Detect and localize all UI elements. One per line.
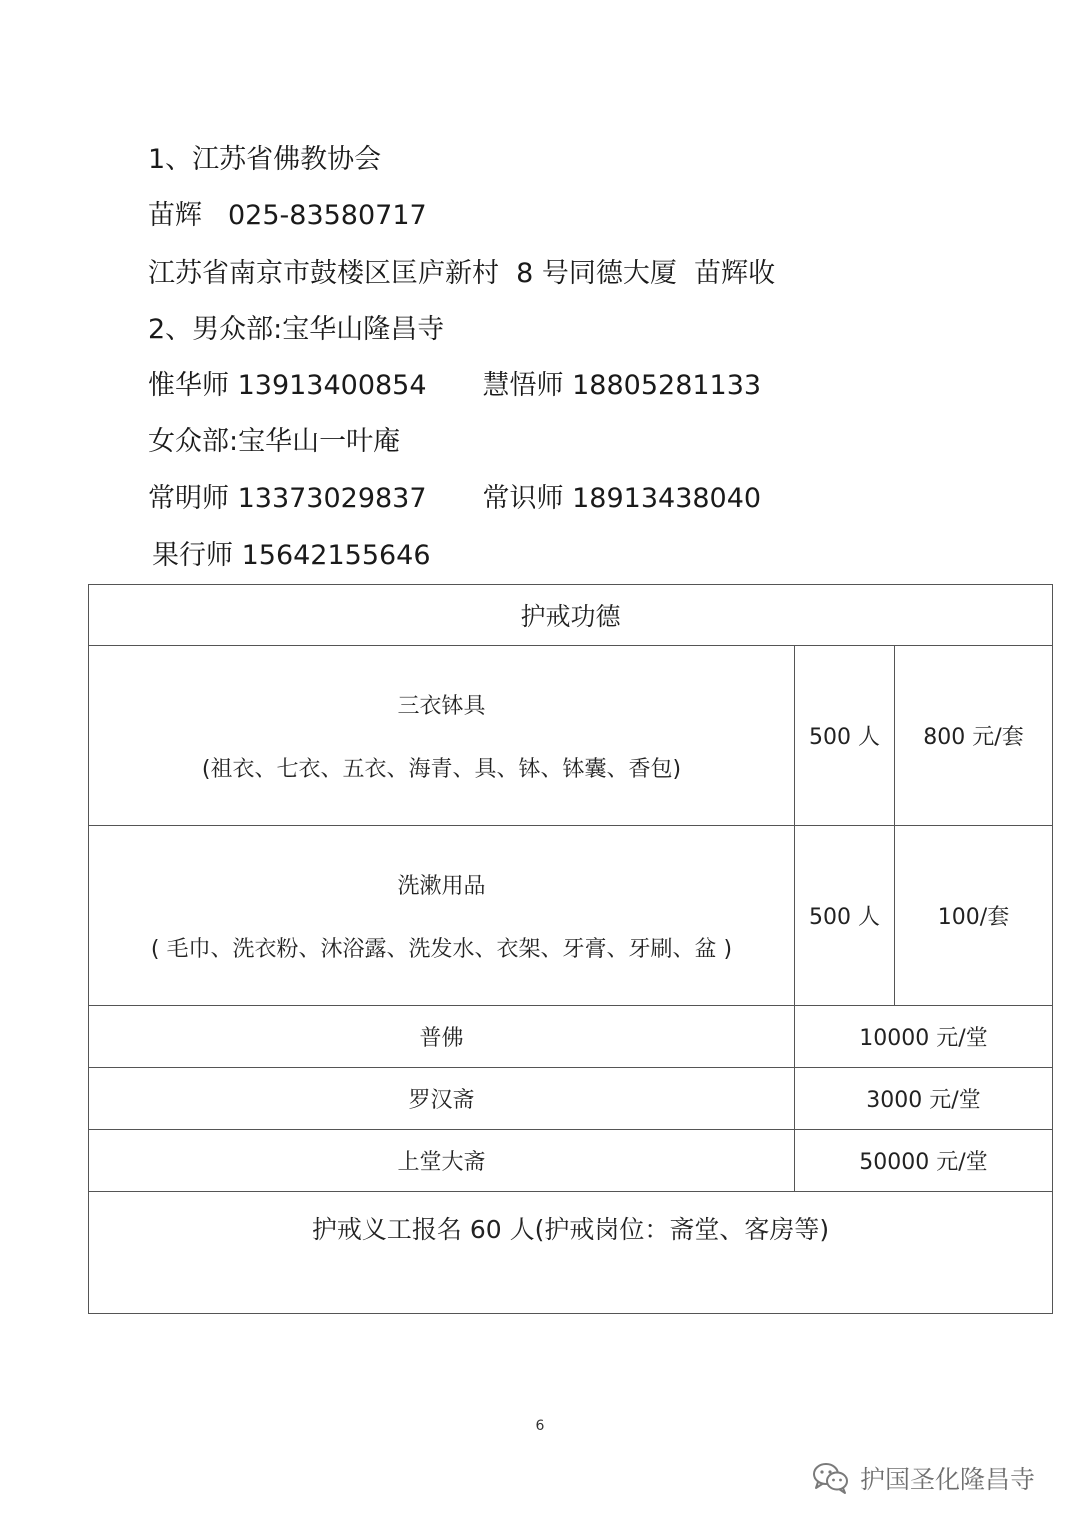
wechat-icon bbox=[812, 1461, 850, 1495]
item-count: 500 人 bbox=[795, 646, 895, 826]
contact-address: 江苏省南京市鼓楼区匡庐新村 8 号同德大厦 苗辉收 bbox=[148, 258, 776, 289]
watermark-text: 护国圣化隆昌寺 bbox=[860, 1465, 1036, 1494]
item-price: 10000 元/堂 bbox=[795, 1006, 1053, 1068]
item-price: 3000 元/堂 bbox=[795, 1068, 1053, 1130]
item-name: 罗汉斋 bbox=[89, 1068, 795, 1130]
table-row bbox=[89, 826, 1053, 1006]
item-name: 上堂大斋 bbox=[89, 1130, 795, 1192]
item-description bbox=[89, 826, 795, 1006]
item-name: 三衣钵具 bbox=[397, 693, 486, 719]
watermark bbox=[812, 1458, 1035, 1498]
volunteer-note bbox=[89, 1192, 1053, 1314]
table-header: 护戒功德 bbox=[89, 585, 1053, 646]
table-row bbox=[89, 1068, 1053, 1130]
contact-line-6: 女众部:宝华山一叶庵 bbox=[148, 426, 401, 457]
item-count: 500 人 bbox=[795, 826, 895, 1006]
contact-line-7 bbox=[148, 481, 761, 517]
contact-phone: 025-83580717 bbox=[228, 200, 427, 231]
item-name: 洗漱用品 bbox=[397, 873, 486, 899]
contact-line-8: 果行师 15642155646 bbox=[152, 540, 431, 571]
contact-line-5 bbox=[148, 368, 761, 404]
contact-left: 常明师 13373029837 bbox=[148, 483, 427, 514]
contact-line-2 bbox=[148, 198, 427, 234]
volunteer-text: 护戒义工报名 60 人(护戒岗位：斋堂、客房等) bbox=[311, 1215, 830, 1244]
page-number: 6 bbox=[535, 1418, 545, 1434]
item-price: 50000 元/堂 bbox=[795, 1130, 1053, 1192]
table-row bbox=[89, 1130, 1053, 1192]
contact-right: 慧悟师 18805281133 bbox=[482, 370, 762, 401]
contact-line-4: 2、男众部:宝华山隆昌寺 bbox=[148, 314, 445, 345]
contact-right: 常识师 18913438040 bbox=[482, 483, 762, 514]
item-list: (祖衣、七衣、五衣、海青、具、钵、钵囊、香包) bbox=[201, 756, 682, 782]
donation-table bbox=[88, 584, 1053, 1314]
item-list: ( 毛巾、洗衣粉、沐浴露、洗发水、衣架、牙膏、牙刷、盆 ) bbox=[150, 936, 733, 962]
table-row bbox=[89, 1006, 1053, 1068]
item-description bbox=[89, 646, 795, 826]
item-price: 800 元/套 bbox=[895, 646, 1053, 826]
contact-left: 惟华师 13913400854 bbox=[148, 370, 427, 401]
item-name: 普佛 bbox=[89, 1006, 795, 1068]
contact-line-1: 1、江苏省佛教协会 bbox=[148, 144, 382, 175]
contact-name: 苗辉 bbox=[148, 200, 202, 231]
item-price: 100/套 bbox=[895, 826, 1053, 1006]
table-row bbox=[89, 646, 1053, 826]
